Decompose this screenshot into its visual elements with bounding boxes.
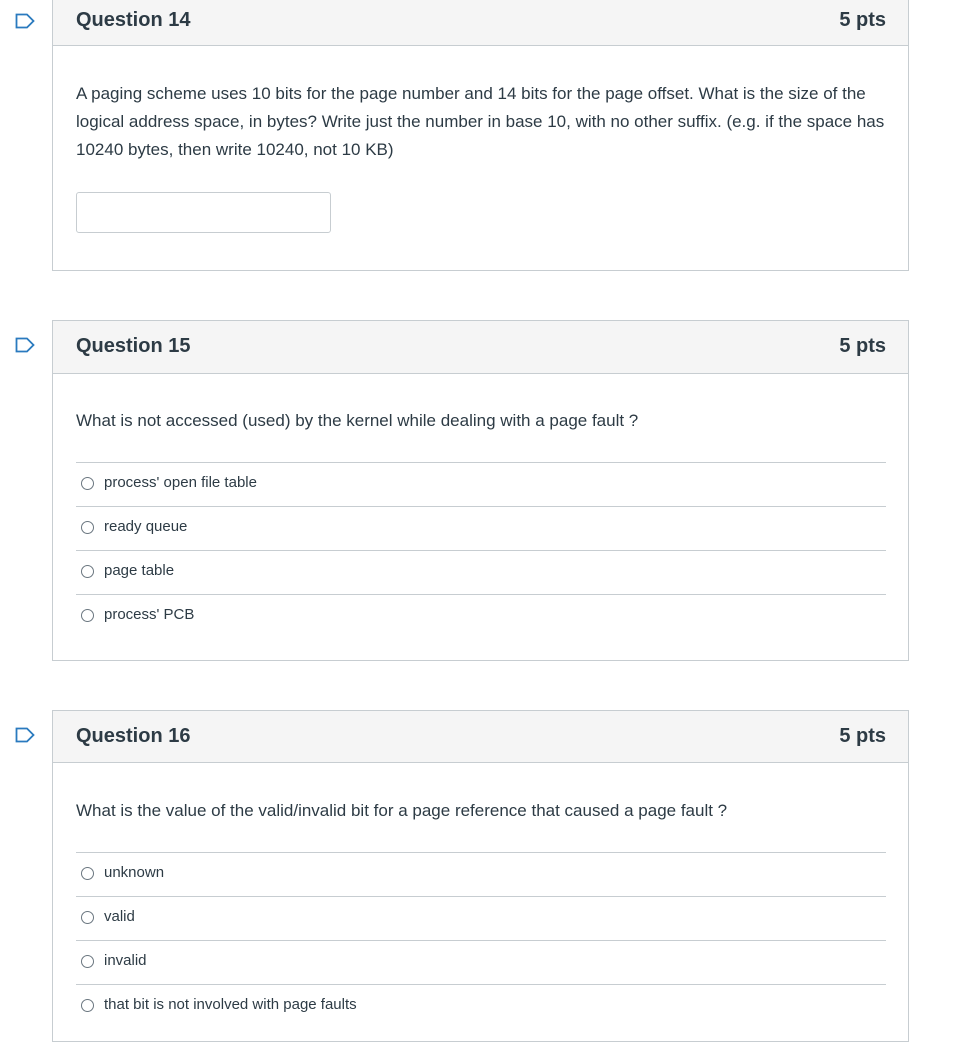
question-text: What is the value of the valid/invalid bit for a page reference that caused a page fault ? [76, 801, 728, 820]
answer-option[interactable] [76, 852, 886, 896]
answer-input[interactable] [76, 192, 331, 233]
answer-label: valid [104, 908, 135, 925]
question-title: Question 16 [76, 725, 191, 747]
question-title: Question 15 [76, 335, 191, 357]
question-15 [52, 320, 909, 661]
question-points: 5 pts [839, 725, 886, 747]
radio-unchecked-icon[interactable] [81, 999, 94, 1012]
question-header [53, 321, 908, 374]
radio-unchecked-icon[interactable] [81, 955, 94, 968]
answer-list [76, 852, 886, 1028]
question-points: 5 pts [839, 9, 886, 31]
question-14 [52, 0, 909, 271]
radio-unchecked-icon[interactable] [81, 565, 94, 578]
flag-question-icon[interactable] [15, 337, 35, 353]
question-points: 5 pts [839, 335, 886, 357]
answer-option[interactable] [76, 550, 886, 594]
answer-option[interactable] [76, 506, 886, 550]
question-header [53, 0, 908, 46]
answer-label: that bit is not involved with page faults [104, 996, 357, 1013]
flag-question-icon[interactable] [15, 727, 35, 743]
answer-option[interactable] [76, 896, 886, 940]
answer-list [76, 462, 886, 638]
question-body [53, 763, 908, 825]
radio-unchecked-icon[interactable] [81, 609, 94, 622]
question-header [53, 711, 908, 763]
flag-question-icon[interactable] [15, 13, 35, 29]
question-body [53, 46, 908, 164]
question-text: A paging scheme uses 10 bits for the page number and 14 bits for the page offset. What is the size of the logical address space, in bytes? Write just the number in base 10, with no other suffix. (e.g. if the space has 10240 bytes, then write 10240, not 10 KB) [76, 84, 885, 159]
answer-option[interactable] [76, 984, 886, 1028]
answer-option[interactable] [76, 594, 886, 638]
answer-label: unknown [104, 864, 165, 881]
question-title: Question 14 [76, 9, 191, 31]
answer-label: process' PCB [104, 606, 195, 623]
answer-label: page table [104, 562, 175, 579]
answer-label: ready queue [104, 518, 188, 535]
radio-unchecked-icon[interactable] [81, 867, 94, 880]
answer-option[interactable] [76, 462, 886, 506]
question-16 [52, 710, 909, 1042]
radio-unchecked-icon[interactable] [81, 911, 94, 924]
radio-unchecked-icon[interactable] [81, 477, 94, 490]
question-text: What is not accessed (used) by the kernel while dealing with a page fault ? [76, 411, 639, 430]
answer-label: process' open file table [104, 474, 257, 491]
question-body [53, 374, 908, 435]
answer-label: invalid [104, 952, 147, 969]
radio-unchecked-icon[interactable] [81, 521, 94, 534]
answer-option[interactable] [76, 940, 886, 984]
